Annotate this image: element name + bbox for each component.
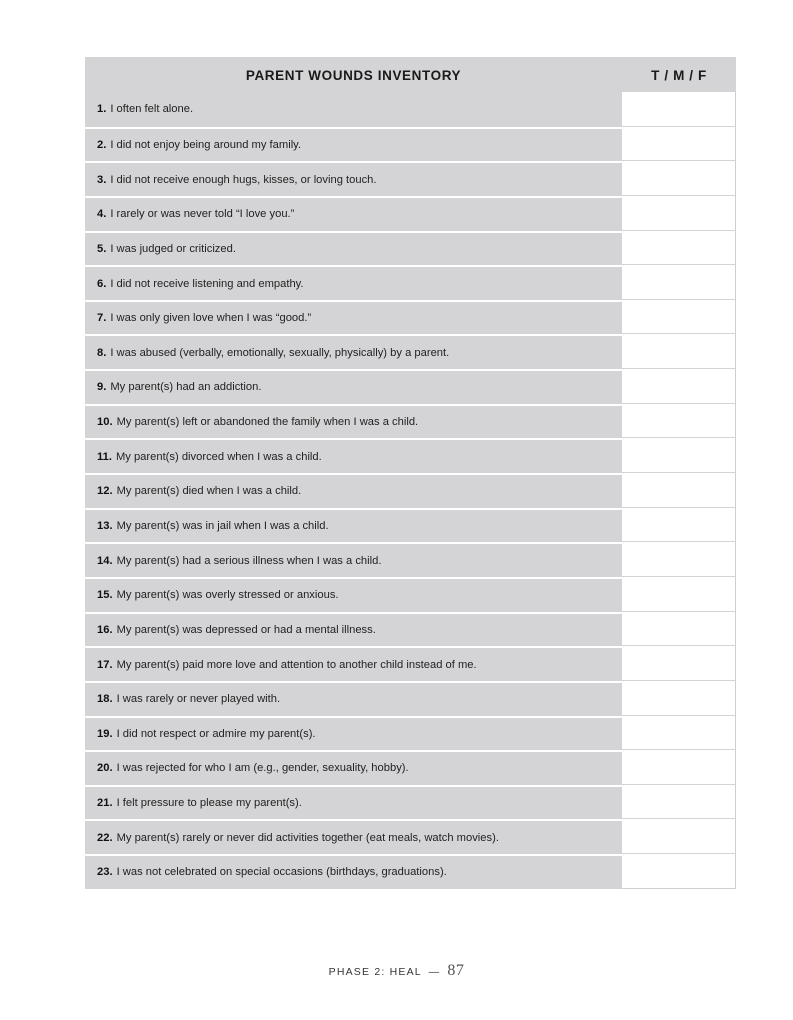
answer-cell-4[interactable] [622,196,736,231]
table-row-2 [85,127,736,162]
statement-cell [85,334,622,369]
answer-cell-3[interactable] [622,161,736,196]
statement-number: 2. [97,138,107,151]
table-row-21 [85,785,736,820]
statement-text: My parent(s) had a serious illness when I was a child. [116,554,382,567]
statement-cell [85,161,622,196]
answer-cell-17[interactable] [622,646,736,681]
statement-number: 19. [97,727,113,740]
table-row-15 [85,577,736,612]
answer-cell-18[interactable] [622,681,736,716]
statement-cell [85,369,622,404]
statement-cell [85,854,622,889]
footer-dash: — [428,966,441,978]
statement-number: 1. [97,103,107,116]
table-row-14 [85,542,736,577]
statement-text: My parent(s) died when I was a child. [116,485,302,498]
table-row-10 [85,404,736,439]
table-row-22 [85,819,736,854]
table-row-16 [85,612,736,647]
statement-number: 23. [97,866,113,879]
statement-number: 15. [97,589,113,602]
statement-cell [85,196,622,231]
answer-cell-20[interactable] [622,750,736,785]
page-footer [0,962,793,980]
statement-cell [85,438,622,473]
table-row-6 [85,265,736,300]
answer-cell-1[interactable] [622,92,736,127]
answer-cell-9[interactable] [622,369,736,404]
statement-text: My parent(s) was in jail when I was a child. [116,520,329,532]
statement-cell [85,404,622,439]
answer-cell-12[interactable] [622,473,736,508]
statement-text: I was abused (verbally, emotionally, sexually, physically) by a parent. [110,346,450,359]
statement-text: I rarely or was never told “I love you.” [110,208,295,221]
statement-number: 6. [97,277,107,290]
statement-number: 20. [97,762,113,775]
table-row-7 [85,300,736,335]
statement-cell [85,231,622,266]
statement-cell [85,819,622,854]
table-row-18 [85,681,736,716]
statement-cell [85,785,622,820]
table-row-13 [85,508,736,543]
answer-cell-15[interactable] [622,577,736,612]
statement-number: 4. [97,208,107,221]
table-row-11 [85,438,736,473]
statement-number: 9. [97,381,107,394]
statement-number: 13. [97,520,113,532]
statement-text: I was only given love when I was “good.” [110,312,312,325]
answer-cell-19[interactable] [622,716,736,751]
statement-number: 18. [97,693,113,706]
inventory-rows [85,92,736,889]
answer-cell-10[interactable] [622,404,736,439]
table-row-4 [85,196,736,231]
table-row-3 [85,161,736,196]
statement-text: I was rarely or never played with. [116,693,281,706]
table-row-8 [85,334,736,369]
statement-cell [85,577,622,612]
statement-text: I was not celebrated on special occasions (birthdays, graduations). [116,866,447,879]
table-row-19 [85,716,736,751]
answer-cell-13[interactable] [622,508,736,543]
statement-number: 3. [97,173,107,186]
statement-number: 8. [97,346,107,359]
answer-column-header: T / M / F [651,68,707,83]
answer-cell-7[interactable] [622,300,736,335]
statement-cell [85,646,622,681]
table-header [85,57,736,92]
answer-cell-22[interactable] [622,819,736,854]
statement-number: 16. [97,623,113,636]
answer-cell-5[interactable] [622,231,736,266]
statement-text: My parent(s) was overly stressed or anxious. [116,589,339,602]
statement-number: 11. [97,450,112,463]
answer-cell-16[interactable] [622,612,736,647]
statement-cell [85,681,622,716]
statement-text: I was rejected for who I am (e.g., gender, sexuality, hobby). [116,762,409,775]
table-row-12 [85,473,736,508]
statement-cell [85,716,622,751]
statement-number: 10. [97,416,113,429]
table-row-20 [85,750,736,785]
statement-cell [85,542,622,577]
parent-wounds-inventory-table [85,57,736,889]
statement-text: I did not enjoy being around my family. [110,138,302,151]
statement-number: 17. [97,658,113,671]
statement-cell [85,612,622,647]
table-row-23 [85,854,736,889]
statement-text: I often felt alone. [110,103,194,116]
statement-number: 7. [97,312,107,325]
statement-cell [85,92,622,127]
statement-number: 12. [97,485,113,498]
statement-cell [85,508,622,543]
answer-cell-6[interactable] [622,265,736,300]
statement-cell [85,265,622,300]
statement-text: My parent(s) paid more love and attention to another child instead of me. [116,658,477,671]
statement-text: I did not respect or admire my parent(s). [116,727,316,740]
statement-cell [85,473,622,508]
answer-cell-14[interactable] [622,542,736,577]
statement-number: 22. [97,831,113,844]
table-row-5 [85,231,736,266]
statement-text: My parent(s) left or abandoned the family when I was a child. [116,416,419,429]
footer-section-label: PHASE 2: HEAL [328,966,422,978]
statement-cell [85,300,622,335]
statement-text: I felt pressure to please my parent(s). [116,797,302,810]
statement-text: My parent(s) was depressed or had a mental illness. [116,623,376,636]
answer-cell-21[interactable] [622,785,736,820]
table-row-9 [85,369,736,404]
answer-cell-11[interactable] [622,438,736,473]
answer-cell-2[interactable] [622,127,736,162]
statement-text: My parent(s) rarely or never did activities together (eat meals, watch movies). [116,831,499,844]
answer-cell-8[interactable] [622,334,736,369]
statement-text: I was judged or criticized. [110,242,236,255]
statement-text: My parent(s) had an addiction. [110,381,262,394]
statement-number: 5. [97,242,107,255]
table-row-1 [85,92,736,127]
statement-cell [85,750,622,785]
statement-number: 14. [97,554,113,567]
statement-text: I did not receive enough hugs, kisses, or loving touch. [110,173,377,186]
table-row-17 [85,646,736,681]
table-title: PARENT WOUNDS INVENTORY [245,68,462,83]
answer-cell-23[interactable] [622,854,736,889]
statement-cell [85,127,622,162]
statement-number: 21. [97,797,113,810]
statement-text: I did not receive listening and empathy. [110,277,304,290]
statement-text: My parent(s) divorced when I was a child. [115,450,322,463]
page-number: 87 [447,962,465,979]
